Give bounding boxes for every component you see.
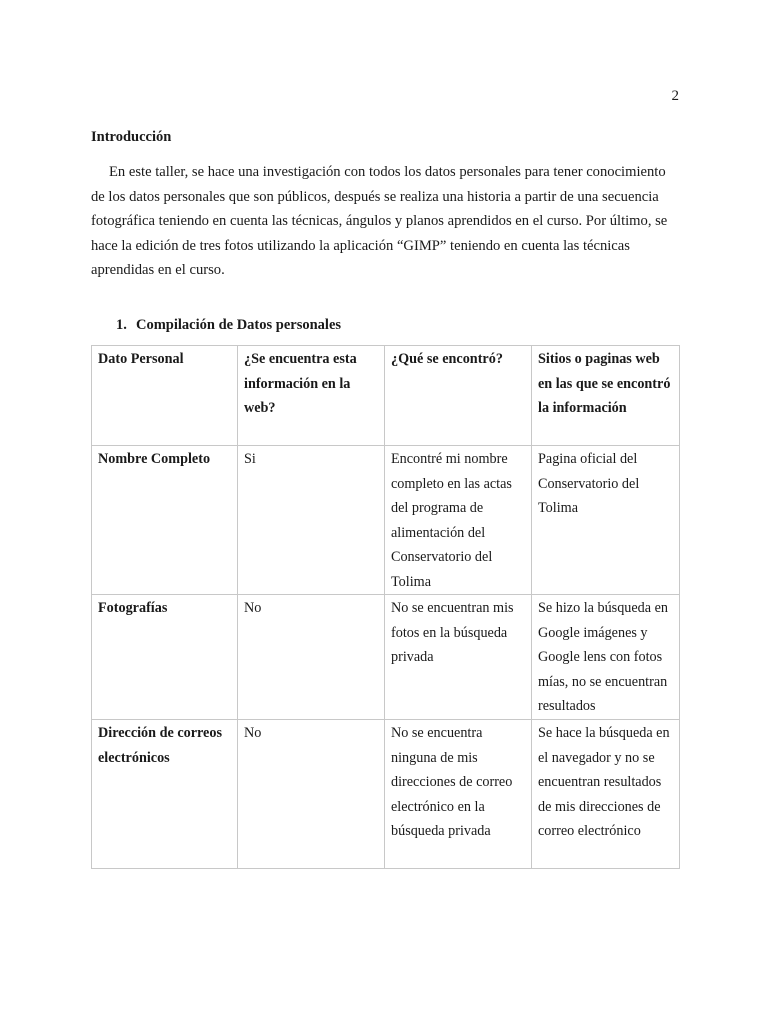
header-se-encuentra: ¿Se encuentra esta información en la web? — [238, 346, 385, 446]
header-dato-personal: Dato Personal — [92, 346, 238, 446]
page-number: 2 — [671, 88, 679, 104]
header-que-se-encontro: ¿Qué se encontró? — [385, 346, 532, 446]
table-row — [92, 720, 680, 869]
cell-sitios: Se hace la búsqueda en el navegador y no se encuentran resultados de mis direcciones de correo electrónico — [532, 720, 680, 869]
cell-dato: Dirección de correos electrónicos — [92, 720, 238, 869]
cell-dato: Fotografías — [92, 595, 238, 720]
introduction-paragraph: En este taller, se hace una investigación con todos los datos personales para tener conocimiento de los datos personales que son públicos, después se realiza una historia a partir de una secuencia fotográfica teniendo en cuenta las técnicas, ángulos y planos aprendidos en el curso. Por último, se hace la edición de tres fotos utilizando la aplicación “GIMP” teniendo en cuenta las técnicas aprendidas en el curso. — [91, 164, 668, 278]
cell-sitios: Pagina oficial del Conservatorio del Tolima — [532, 446, 680, 595]
cell-encuentra: No — [238, 720, 385, 869]
cell-encuentra: No — [238, 595, 385, 720]
section-1-number: 1. — [116, 317, 127, 333]
table-row — [92, 446, 680, 595]
cell-dato: Nombre Completo — [92, 446, 238, 595]
table-header-row — [92, 346, 680, 446]
introduction-heading: Introducción — [91, 129, 172, 145]
section-1-title: Compilación de Datos personales — [136, 317, 342, 333]
cell-encontro: No se encuentra ninguna de mis direcciones de correo electrónico en la búsqueda privada — [385, 720, 532, 869]
cell-sitios: Se hizo la búsqueda en Google imágenes y Google lens con fotos mías, no se encuentran resultados — [532, 595, 680, 720]
table-row — [92, 595, 680, 720]
cell-encontro: No se encuentran mis fotos en la búsqueda privada — [385, 595, 532, 720]
section-1-heading — [116, 315, 341, 335]
cell-encuentra: Si — [238, 446, 385, 595]
personal-data-table — [91, 345, 680, 869]
cell-encontro: Encontré mi nombre completo en las actas del programa de alimentación del Conservatorio del Tolima — [385, 446, 532, 595]
header-sitios: Sitios o paginas web en las que se encontró la información — [532, 346, 680, 446]
